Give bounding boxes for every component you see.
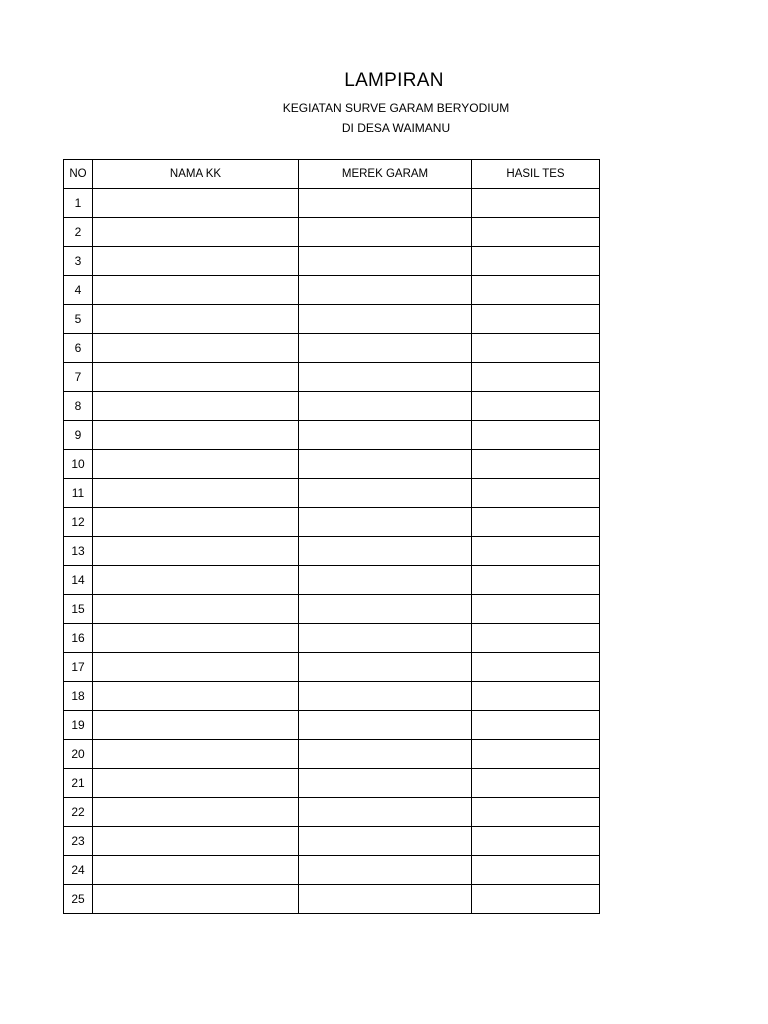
merek-garam-cell xyxy=(299,392,472,421)
hasil-tes-cell xyxy=(472,740,600,769)
row-number-cell: 3 xyxy=(64,247,93,276)
hasil-tes-cell xyxy=(472,334,600,363)
hasil-tes-cell xyxy=(472,189,600,218)
nama-kk-cell xyxy=(93,740,299,769)
nama-kk-cell xyxy=(93,392,299,421)
table-row xyxy=(64,827,600,856)
nama-kk-cell xyxy=(93,421,299,450)
table-row xyxy=(64,885,600,914)
hasil-tes-cell xyxy=(472,653,600,682)
nama-kk-cell xyxy=(93,276,299,305)
nama-kk-cell xyxy=(93,189,299,218)
merek-garam-cell xyxy=(299,421,472,450)
nama-kk-cell xyxy=(93,566,299,595)
nama-kk-cell xyxy=(93,218,299,247)
merek-garam-cell xyxy=(299,450,472,479)
merek-garam-cell xyxy=(299,769,472,798)
nama-kk-cell xyxy=(93,595,299,624)
merek-garam-cell xyxy=(299,537,472,566)
row-number-cell: 9 xyxy=(64,421,93,450)
nama-kk-cell xyxy=(93,682,299,711)
hasil-tes-cell xyxy=(472,798,600,827)
table-row xyxy=(64,276,600,305)
table-row xyxy=(64,711,600,740)
table-row xyxy=(64,682,600,711)
nama-kk-cell xyxy=(93,247,299,276)
hasil-tes-cell xyxy=(472,769,600,798)
row-number-cell: 7 xyxy=(64,363,93,392)
table-row xyxy=(64,537,600,566)
table-row xyxy=(64,189,600,218)
row-number-cell: 2 xyxy=(64,218,93,247)
row-number-cell: 18 xyxy=(64,682,93,711)
column-header-no: NO xyxy=(64,160,93,189)
column-header-merek-garam: MEREK GARAM xyxy=(299,160,472,189)
nama-kk-cell xyxy=(93,305,299,334)
table-row xyxy=(64,450,600,479)
merek-garam-cell xyxy=(299,276,472,305)
nama-kk-cell xyxy=(93,827,299,856)
row-number-cell: 21 xyxy=(64,769,93,798)
nama-kk-cell xyxy=(93,334,299,363)
merek-garam-cell xyxy=(299,653,472,682)
row-number-cell: 22 xyxy=(64,798,93,827)
row-number-cell: 14 xyxy=(64,566,93,595)
table-row xyxy=(64,247,600,276)
hasil-tes-cell xyxy=(472,363,600,392)
row-number-cell: 19 xyxy=(64,711,93,740)
nama-kk-cell xyxy=(93,653,299,682)
row-number-cell: 24 xyxy=(64,856,93,885)
merek-garam-cell xyxy=(299,247,472,276)
nama-kk-cell xyxy=(93,769,299,798)
hasil-tes-cell xyxy=(472,247,600,276)
table-row xyxy=(64,508,600,537)
nama-kk-cell xyxy=(93,856,299,885)
merek-garam-cell xyxy=(299,711,472,740)
nama-kk-cell xyxy=(93,624,299,653)
table-row xyxy=(64,334,600,363)
document-subtitle-line1: KEGIATAN SURVE GARAM BERYODIUM xyxy=(282,101,510,115)
row-number-cell: 11 xyxy=(64,479,93,508)
nama-kk-cell xyxy=(93,479,299,508)
table-row xyxy=(64,566,600,595)
hasil-tes-cell xyxy=(472,392,600,421)
table-row xyxy=(64,595,600,624)
hasil-tes-cell xyxy=(472,479,600,508)
table-row xyxy=(64,653,600,682)
row-number-cell: 5 xyxy=(64,305,93,334)
table-row xyxy=(64,479,600,508)
table-row xyxy=(64,856,600,885)
merek-garam-cell xyxy=(299,827,472,856)
document-subtitle-line2: DI DESA WAIMANU xyxy=(341,121,451,135)
row-number-cell: 23 xyxy=(64,827,93,856)
table-row xyxy=(64,624,600,653)
table-row xyxy=(64,218,600,247)
merek-garam-cell xyxy=(299,595,472,624)
nama-kk-cell xyxy=(93,885,299,914)
nama-kk-cell xyxy=(93,537,299,566)
hasil-tes-cell xyxy=(472,537,600,566)
hasil-tes-cell xyxy=(472,856,600,885)
merek-garam-cell xyxy=(299,508,472,537)
table-row xyxy=(64,769,600,798)
hasil-tes-cell xyxy=(472,885,600,914)
nama-kk-cell xyxy=(93,450,299,479)
hasil-tes-cell xyxy=(472,682,600,711)
merek-garam-cell xyxy=(299,189,472,218)
hasil-tes-cell xyxy=(472,305,600,334)
row-number-cell: 13 xyxy=(64,537,93,566)
merek-garam-cell xyxy=(299,305,472,334)
hasil-tes-cell xyxy=(472,566,600,595)
row-number-cell: 1 xyxy=(64,189,93,218)
row-number-cell: 25 xyxy=(64,885,93,914)
nama-kk-cell xyxy=(93,711,299,740)
table-header-row xyxy=(64,160,600,189)
nama-kk-cell xyxy=(93,363,299,392)
table-row xyxy=(64,363,600,392)
table-row xyxy=(64,392,600,421)
merek-garam-cell xyxy=(299,624,472,653)
row-number-cell: 4 xyxy=(64,276,93,305)
table-row xyxy=(64,305,600,334)
hasil-tes-cell xyxy=(472,218,600,247)
hasil-tes-cell xyxy=(472,508,600,537)
merek-garam-cell xyxy=(299,363,472,392)
merek-garam-cell xyxy=(299,740,472,769)
row-number-cell: 16 xyxy=(64,624,93,653)
hasil-tes-cell xyxy=(472,624,600,653)
hasil-tes-cell xyxy=(472,276,600,305)
document-title: LAMPIRAN xyxy=(344,70,444,91)
row-number-cell: 15 xyxy=(64,595,93,624)
merek-garam-cell xyxy=(299,682,472,711)
row-number-cell: 10 xyxy=(64,450,93,479)
row-number-cell: 12 xyxy=(64,508,93,537)
column-header-nama-kk: NAMA KK xyxy=(93,160,299,189)
table-row xyxy=(64,421,600,450)
merek-garam-cell xyxy=(299,856,472,885)
merek-garam-cell xyxy=(299,479,472,508)
hasil-tes-cell xyxy=(472,827,600,856)
row-number-cell: 17 xyxy=(64,653,93,682)
nama-kk-cell xyxy=(93,798,299,827)
row-number-cell: 6 xyxy=(64,334,93,363)
merek-garam-cell xyxy=(299,218,472,247)
survey-table xyxy=(63,159,600,914)
row-number-cell: 20 xyxy=(64,740,93,769)
hasil-tes-cell xyxy=(472,421,600,450)
merek-garam-cell xyxy=(299,566,472,595)
table-row xyxy=(64,740,600,769)
column-header-hasil-tes: HASIL TES xyxy=(472,160,600,189)
table-body xyxy=(64,189,600,914)
nama-kk-cell xyxy=(93,508,299,537)
merek-garam-cell xyxy=(299,334,472,363)
merek-garam-cell xyxy=(299,885,472,914)
hasil-tes-cell xyxy=(472,595,600,624)
table-row xyxy=(64,798,600,827)
row-number-cell: 8 xyxy=(64,392,93,421)
hasil-tes-cell xyxy=(472,711,600,740)
hasil-tes-cell xyxy=(472,450,600,479)
merek-garam-cell xyxy=(299,798,472,827)
